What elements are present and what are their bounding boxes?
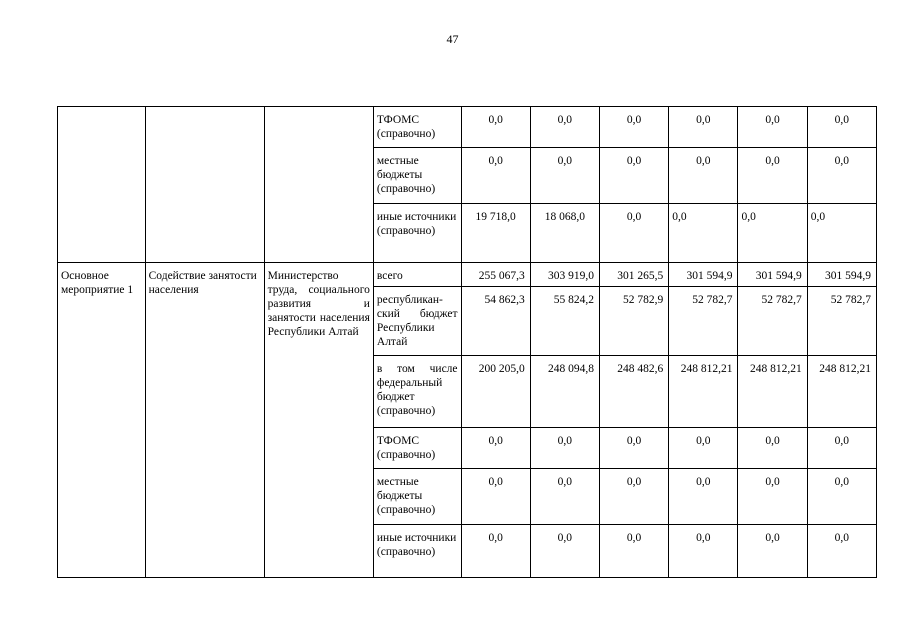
value-cell: 301 594,9: [669, 263, 738, 287]
page-number: 47: [446, 32, 459, 46]
value-cell: 0,0: [738, 107, 807, 148]
value-cell: 0,0: [669, 107, 738, 148]
value-cell: 0,0: [530, 428, 599, 469]
value-cell: 0,0: [738, 469, 807, 525]
funding-source: [373, 287, 461, 356]
value-cell: 248 094,8: [530, 356, 599, 428]
value-cell: 0,0: [669, 469, 738, 525]
value-cell: 0,0: [461, 428, 530, 469]
table-row: [58, 263, 877, 287]
funding-source-line: республикан-: [376, 294, 443, 306]
value-cell: 0,0: [461, 469, 530, 525]
value-cell: 0,0: [530, 148, 599, 204]
funding-source: [373, 356, 461, 428]
value-cell: 248 812,21: [738, 356, 807, 428]
value-cell: 0,0: [599, 107, 668, 148]
event-type: Основное мероприятие 1: [61, 270, 134, 296]
value-cell: 303 919,0: [530, 263, 599, 287]
funding-source: иные источники (справочно): [373, 204, 461, 263]
value-cell: 0,0: [530, 107, 599, 148]
value-cell: 0,0: [461, 107, 530, 148]
value-cell: 52 782,7: [807, 287, 876, 356]
value-cell: 0,0: [461, 148, 530, 204]
funding-table: [57, 106, 877, 578]
value-cell: 0,0: [599, 428, 668, 469]
event-name: Содействие занятости населения: [148, 270, 257, 296]
value-cell: 248 482,6: [599, 356, 668, 428]
funding-source: местные бюджеты (справочно): [373, 469, 461, 525]
value-cell: 0,0: [461, 525, 530, 578]
value-cell: 0,0: [807, 107, 876, 148]
value-cell: 0,0: [807, 204, 876, 263]
funding-source: иные источники (справочно): [373, 525, 461, 578]
value-cell: 19 718,0: [461, 204, 530, 263]
executor-cell: [264, 107, 373, 263]
value-cell: 0,0: [738, 204, 807, 263]
value-cell: 301 265,5: [599, 263, 668, 287]
value-cell: 52 782,7: [738, 287, 807, 356]
value-cell: 248 812,21: [669, 356, 738, 428]
value-cell: 0,0: [530, 469, 599, 525]
value-cell: 0,0: [807, 525, 876, 578]
value-cell: 301 594,9: [807, 263, 876, 287]
event-executor: Министерство труда, социального развития и занятости населения Республики Алтай: [267, 270, 370, 338]
value-cell: 248 812,21: [807, 356, 876, 428]
value-cell: 0,0: [738, 428, 807, 469]
event-name-cell: [145, 107, 264, 263]
funding-source: местные бюджеты (справочно): [373, 148, 461, 204]
value-cell: 0,0: [807, 469, 876, 525]
event-type-cell: [58, 263, 146, 578]
value-cell: 0,0: [669, 525, 738, 578]
value-cell: 255 067,3: [461, 263, 530, 287]
funding-source-line: Республики Алтай: [376, 322, 435, 348]
value-cell: 18 068,0: [530, 204, 599, 263]
funding-source: ТФОМС (справочно): [373, 107, 461, 148]
value-cell: 0,0: [599, 525, 668, 578]
value-cell: 0,0: [599, 204, 668, 263]
value-cell: 0,0: [807, 428, 876, 469]
value-cell: 0,0: [738, 148, 807, 204]
funding-source: ТФОМС (справочно): [373, 428, 461, 469]
value-cell: 0,0: [738, 525, 807, 578]
value-cell: 0,0: [530, 525, 599, 578]
value-cell: 0,0: [599, 148, 668, 204]
value-cell: 301 594,9: [738, 263, 807, 287]
value-cell: 54 862,3: [461, 287, 530, 356]
value-cell: 200 205,0: [461, 356, 530, 428]
value-cell: 0,0: [807, 148, 876, 204]
funding-source: всего: [373, 263, 461, 287]
value-cell: 52 782,9: [599, 287, 668, 356]
value-cell: 55 824,2: [530, 287, 599, 356]
value-cell: 0,0: [669, 428, 738, 469]
event-name-cell: [145, 263, 264, 578]
value-cell: 0,0: [669, 148, 738, 204]
event-type-cell: [58, 107, 146, 263]
value-cell: 0,0: [669, 204, 738, 263]
executor-cell: [264, 263, 373, 578]
value-cell: 52 782,7: [669, 287, 738, 356]
funding-source-line: федеральный бюджет (справочно): [376, 377, 443, 417]
funding-source-line: в том числе: [376, 363, 458, 375]
funding-source-line: ский бюджет: [376, 308, 458, 320]
value-cell: 0,0: [599, 469, 668, 525]
table-row: [58, 107, 877, 148]
